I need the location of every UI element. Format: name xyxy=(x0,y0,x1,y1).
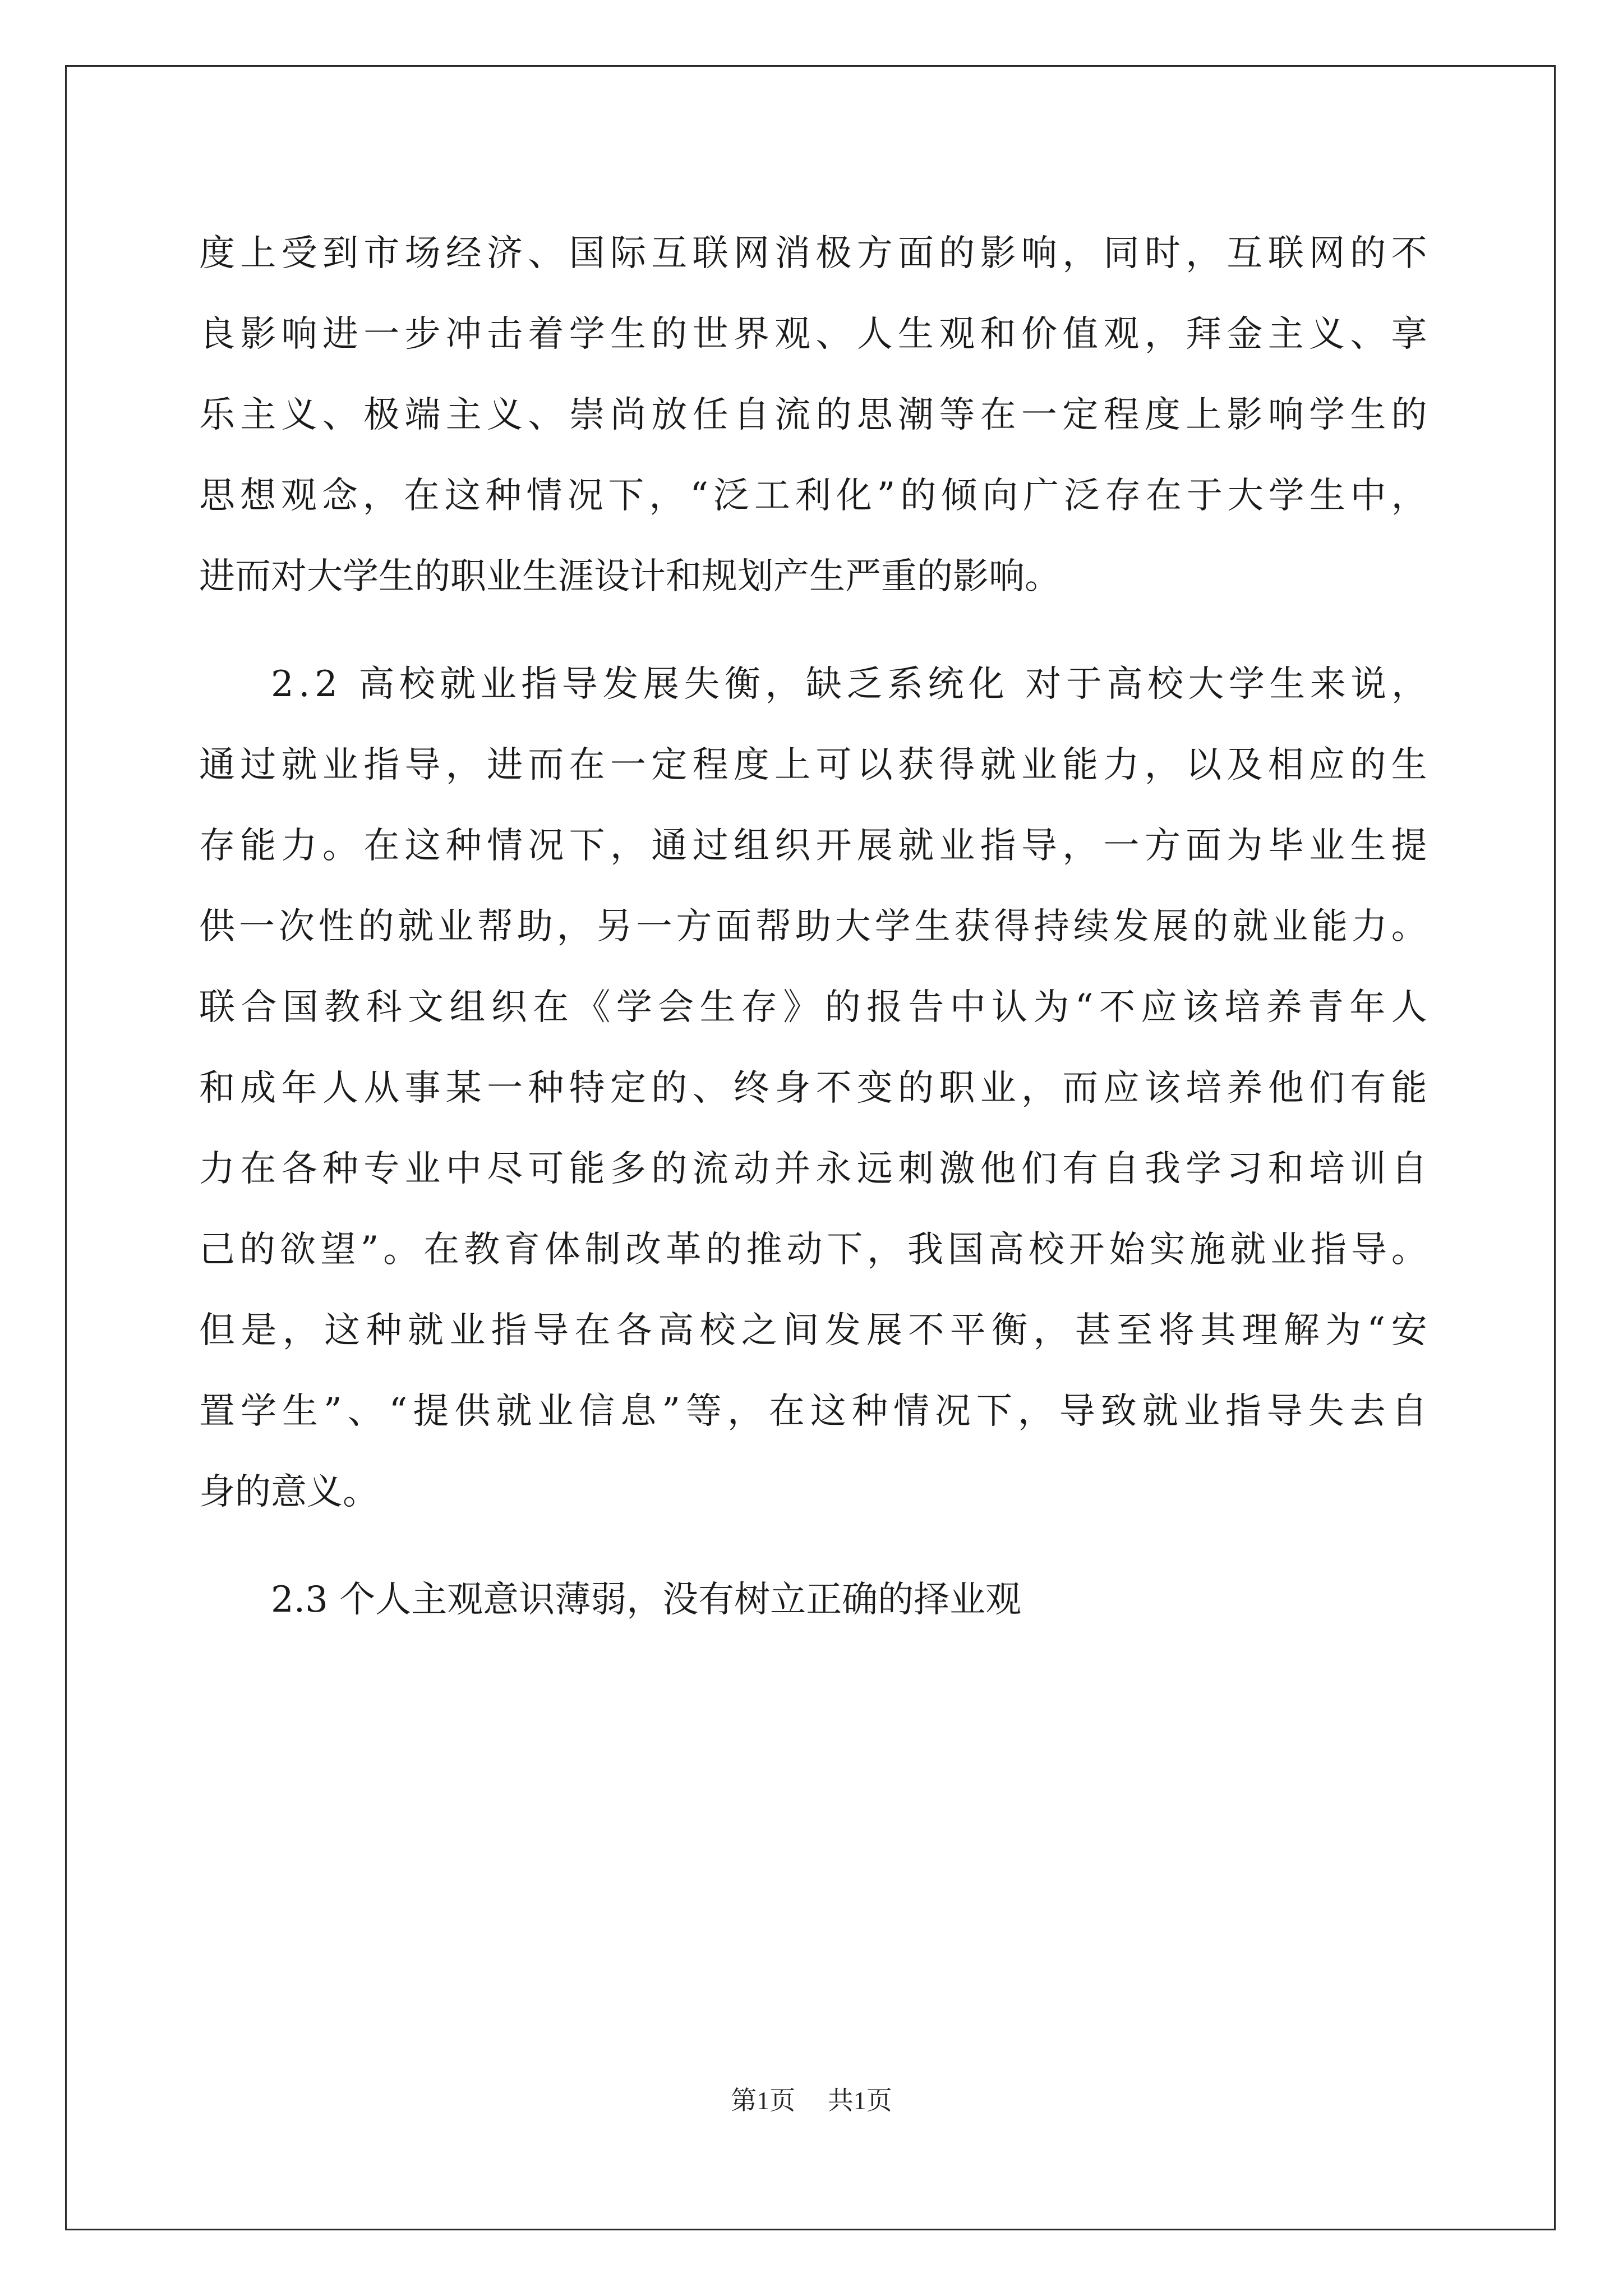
text-line: 存 能 力 。 在 这 种 情 况 下 ， 通 过 组 织 开 展 就 业 指 导 ， 一 方 面 为 毕 业 生 提 xyxy=(199,825,1427,867)
text-line: 力 在 各 种 专 业 中 尽 可 能 多 的 流 动 并 永 远 刺 激 他 们 有 自 我 学 习 和 培 训 自 xyxy=(199,1148,1427,1190)
page-number: 第1页 xyxy=(731,2086,796,2115)
section-heading-line: 2 . 2 高 校 就 业 指 导 发 展 失 衡 ， 缺 乏 系 统 化 对 于 高 校 大 学 生 来 说 ， xyxy=(271,664,1427,705)
document-body xyxy=(199,213,1427,1640)
text-line: 乐 主 义 、 极 端 主 义 、 崇 尚 放 任 自 流 的 思 潮 等 在 一 定 程 度 上 影 响 学 生 的 xyxy=(199,394,1427,436)
text-line: 但 是 ， 这 种 就 业 指 导 在 各 高 校 之 间 发 展 不 平 衡 ， 甚 至 将 其 理 解 为 “ 安 xyxy=(199,1310,1427,1351)
text-line: 联 合 国 教 科 文 组 织 在 《 学 会 生 存 》 的 报 告 中 认 为 “ 不 应 该 培 养 青 年 人 xyxy=(199,987,1427,1028)
text-line: 身的意义。 xyxy=(199,1471,379,1513)
text-line: 置 学 生 ” 、 “ 提 供 就 业 信 息 ” 等 ， 在 这 种 情 况 下 ， 导 致 就 业 指 导 失 去 自 xyxy=(199,1391,1427,1432)
text-line: 己 的 欲 望 ” 。 在 教 育 体 制 改 革 的 推 动 下 ， 我 国 高 校 开 始 实 施 就 业 指 导 。 xyxy=(199,1229,1427,1271)
paragraph xyxy=(199,1559,1427,1640)
text-line: 良 影 响 进 一 步 冲 击 着 学 生 的 世 界 观 、 人 生 观 和 价 值 观 ， 拜 金 主 义 、 享 xyxy=(199,314,1427,355)
section-heading-line: 2.3 个人主观意识薄弱，没有树立正确的择业观 xyxy=(271,1579,1022,1621)
paragraph xyxy=(199,213,1427,617)
text-line: 和 成 年 人 从 事 某 一 种 特 定 的 、 终 身 不 变 的 职 业 ， 而 应 该 培 养 他 们 有 能 xyxy=(199,1068,1427,1109)
text-line: 度 上 受 到 市 场 经 济 、 国 际 互 联 网 消 极 方 面 的 影 响 ， 同 时 ， 互 联 网 的 不 xyxy=(199,233,1427,274)
page-total: 共1页 xyxy=(827,2086,892,2115)
text-line: 思 想 观 念 ， 在 这 种 情 况 下 ， “ 泛 工 利 化 ” 的 倾 向 广 泛 存 在 于 大 学 生 中 ， xyxy=(199,475,1427,517)
text-line: 供 一 次 性 的 就 业 帮 助 ， 另 一 方 面 帮 助 大 学 生 获 得 持 续 发 展 的 就 业 能 力 。 xyxy=(199,906,1427,947)
page-footer xyxy=(0,2080,1623,2117)
text-line: 进而对大学生的职业生涯设计和规划产生严重的影响。 xyxy=(199,556,1061,597)
paragraph xyxy=(199,644,1427,1533)
text-line: 通 过 就 业 指 导 ， 进 而 在 一 定 程 度 上 可 以 获 得 就 业 能 力 ， 以 及 相 应 的 生 xyxy=(199,744,1427,786)
